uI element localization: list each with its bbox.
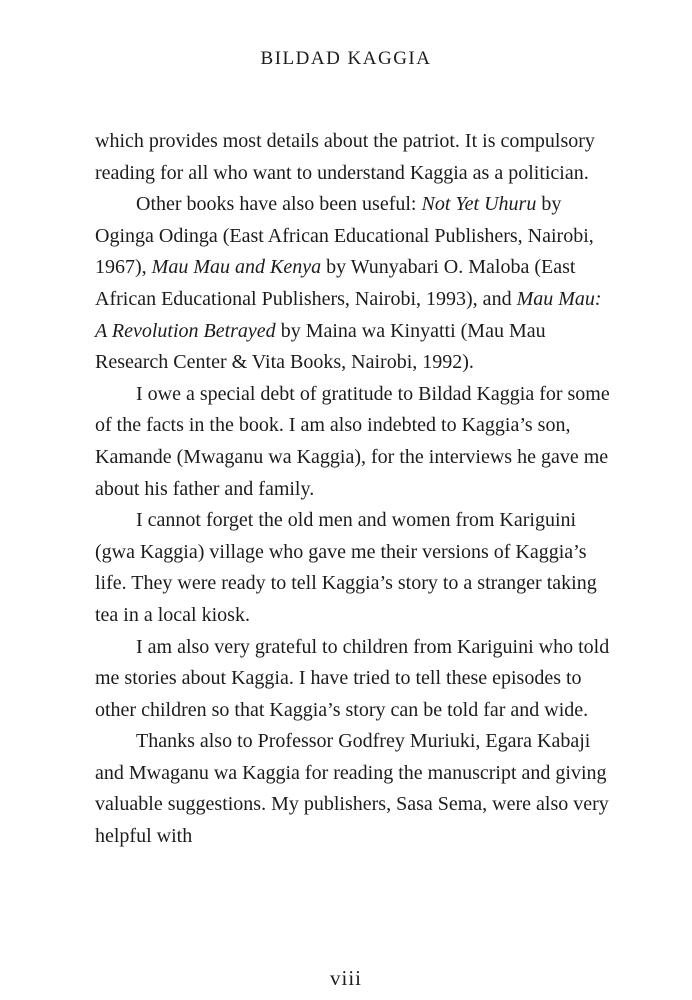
book-title: Not Yet Uhuru: [421, 193, 537, 216]
text-run: I am also very grateful to children from Kariguini who told me stories about Kaggia. I have tried to tell these episodes to other children so that Kaggia’s story can be told far and wide.: [95, 635, 610, 721]
running-head: BILDAD KAGGIA: [260, 48, 432, 69]
page-number: viii: [329, 966, 362, 990]
text-run: Other books have also been useful:: [136, 193, 422, 216]
book-title: Mau Mau: A Revolution Betrayed: [95, 287, 602, 342]
text-run: by Maina wa Kinyatti (Mau Mau Research Center & Vita Books, Nairobi, 1992).: [95, 319, 546, 374]
text-run: I owe a special debt of gratitude to Bildad Kaggia for some of the facts in the book. I am also indebted to Kaggia’s son, Kamande (Mwaganu wa Kaggia), for the interviews he gave me about his father and family.: [95, 382, 610, 500]
paragraph: [95, 505, 615, 631]
body-text: [95, 126, 615, 853]
text-run: by Wunyabari O. Maloba (East African Educational Publishers, Nairobi, 1993), and: [95, 256, 576, 310]
paragraph: [95, 189, 615, 379]
text-run: by Oginga Odinga (East African Educational Publishers, Nairobi, 1967),: [95, 193, 594, 279]
paragraph: [95, 726, 615, 852]
paragraph: [95, 632, 615, 727]
text-run: Thanks also to Professor Godfrey Muriuki, Egara Kabaji and Mwaganu wa Kaggia for reading the manuscript and giving valuable suggestions. My publishers, Sasa Sema, were also very helpful with: [95, 730, 609, 848]
paragraph: [95, 126, 615, 189]
paragraph: [95, 379, 615, 505]
text-run: I cannot forget the old men and women from Kariguini (gwa Kaggia) village who gave me their versions of Kaggia’s life. They were ready to tell Kaggia’s story to a stranger taking tea in a local kiosk.: [95, 509, 597, 626]
text-run: which provides most details about the patriot. It is compulsory reading for all who want to understand Kaggia as a politician.: [95, 130, 595, 184]
book-title: Mau Mau and Kenya: [151, 256, 322, 279]
